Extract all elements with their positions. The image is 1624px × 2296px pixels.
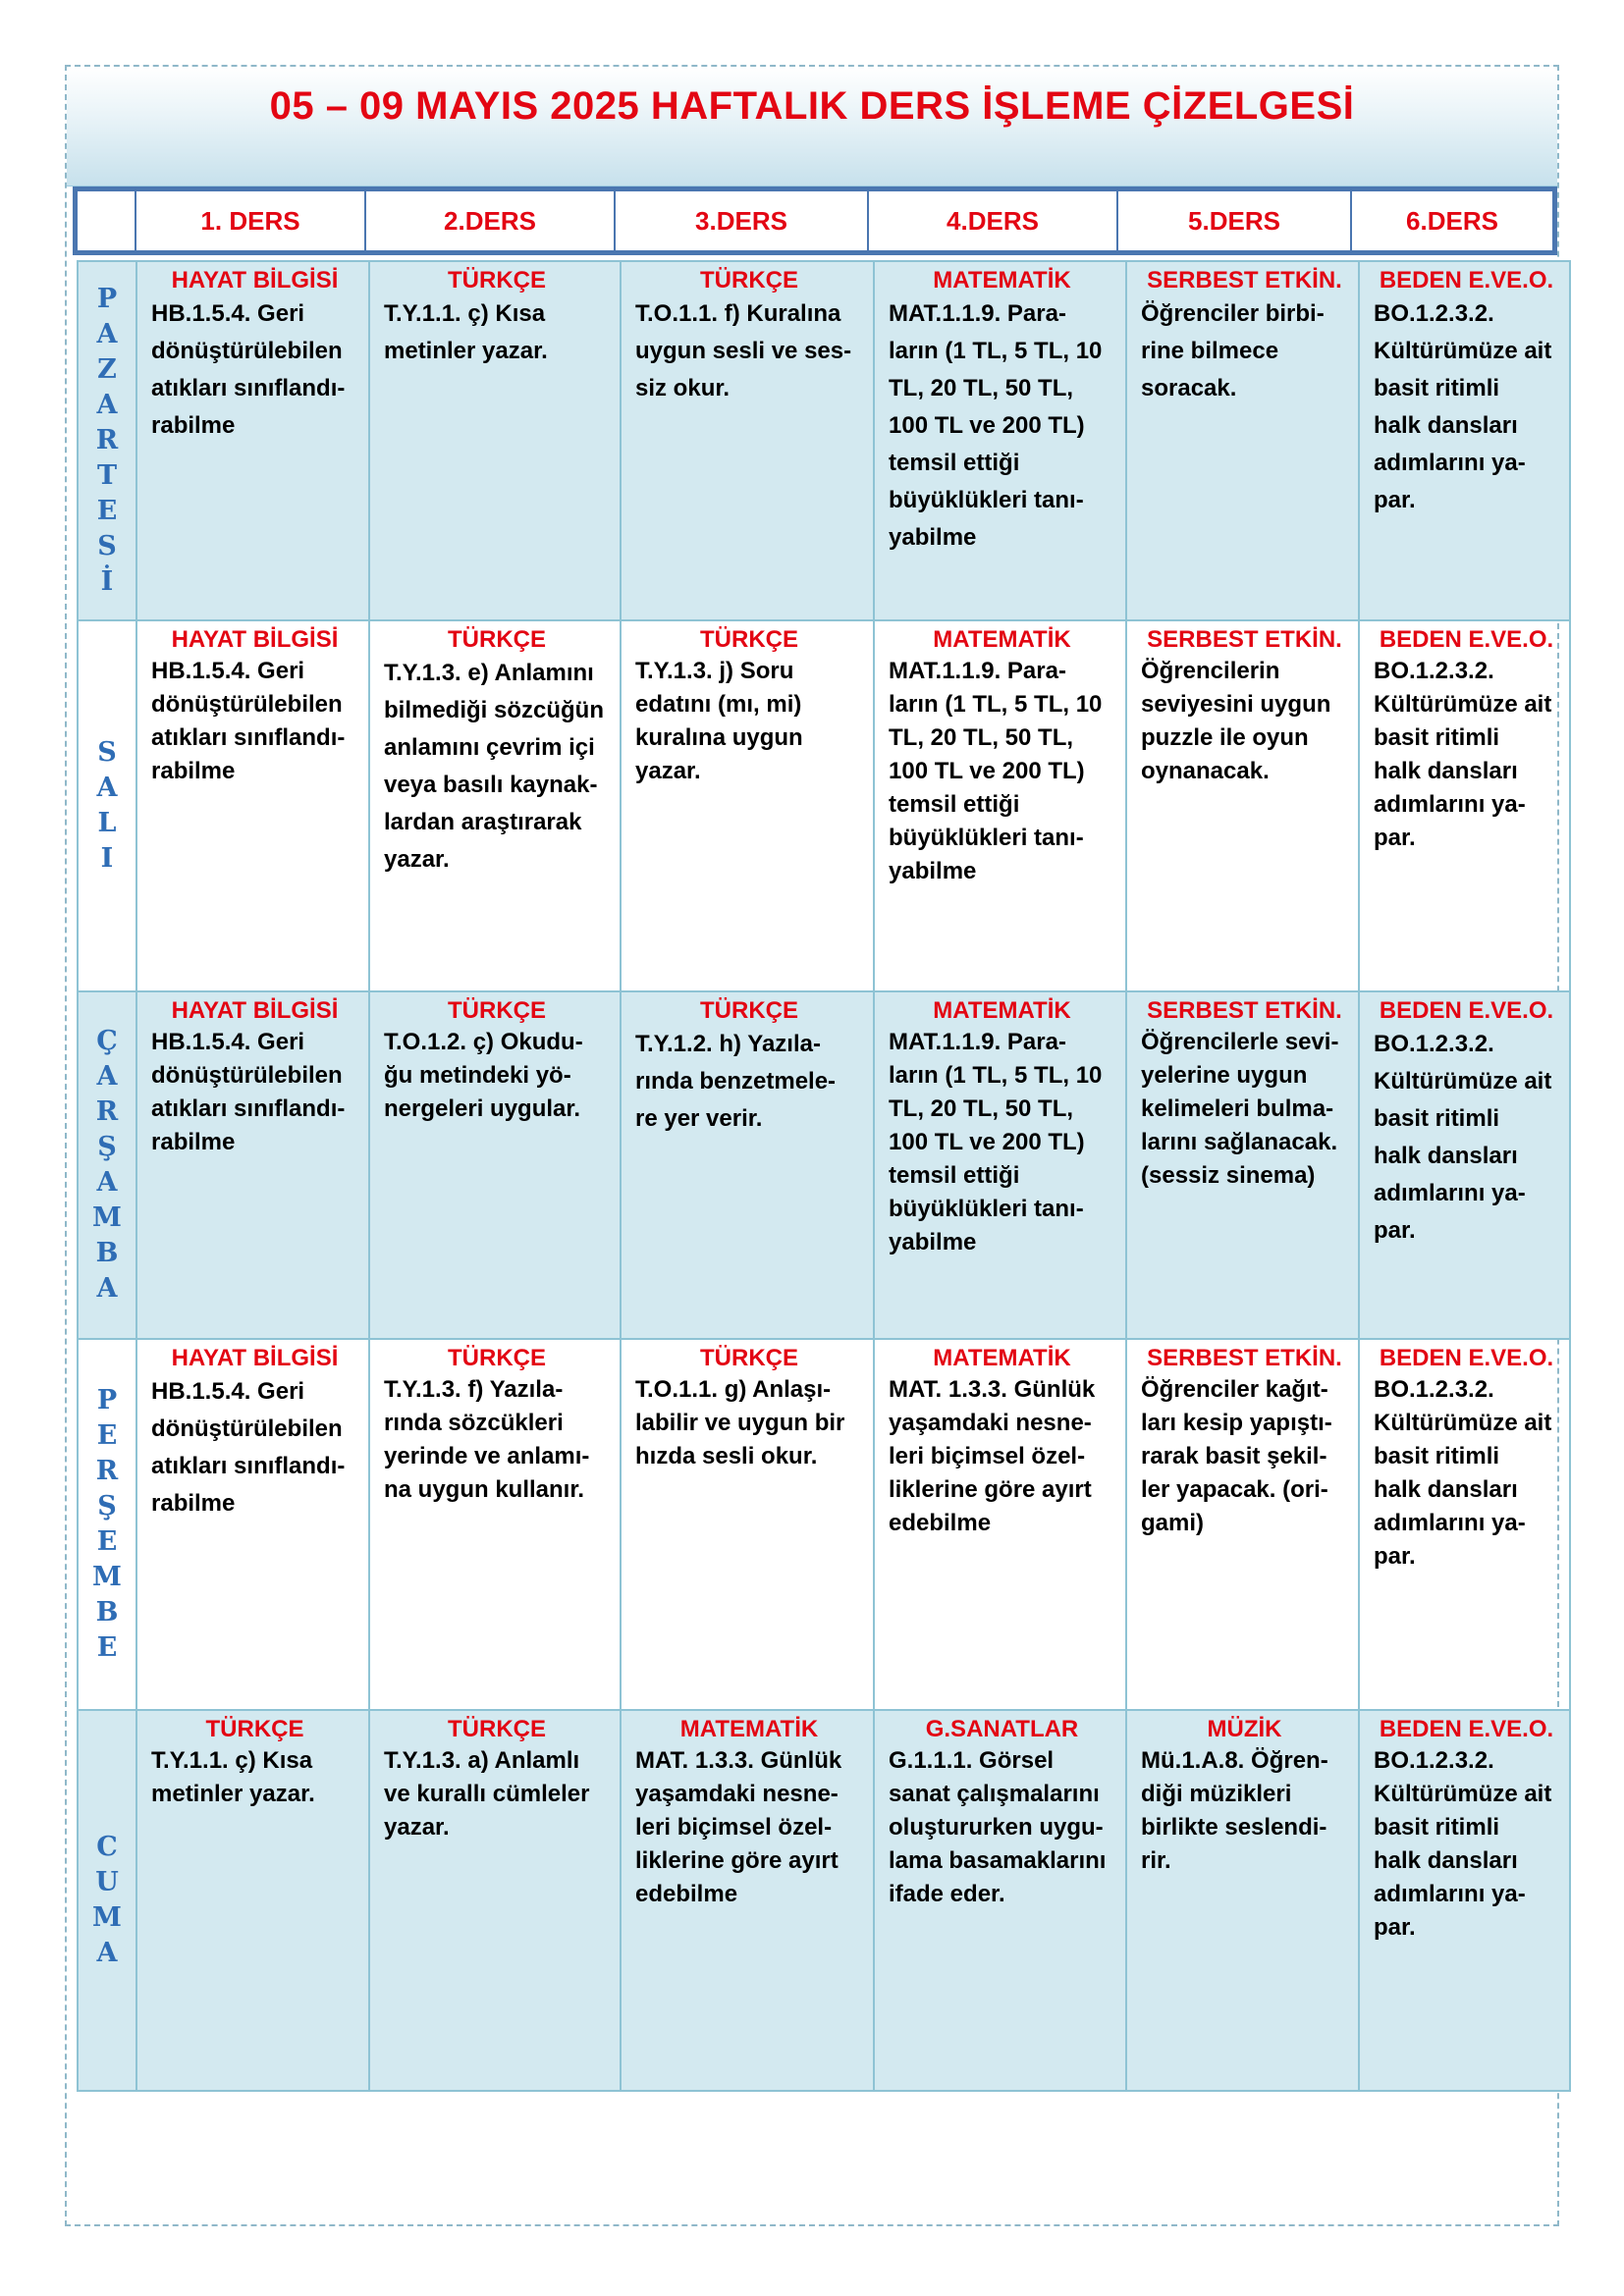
lesson-description: HB.1.5.4. Geri dönüştürülebilen atıkları sınıflandı- rabilme xyxy=(151,1029,346,1155)
lesson-description: HB.1.5.4. Geri dönüştürülebilen atıkları sınıflandı- rabilme xyxy=(151,1378,346,1517)
header-lesson-5: 5.DERS xyxy=(1116,191,1350,250)
header-lesson-3: 3.DERS xyxy=(614,191,867,250)
lesson-description: G.1.1.1. Görsel sanat çalışmalarını oluştururken uygu- lama basamaklarını ifade eder. xyxy=(889,1747,1107,1907)
lesson-cell xyxy=(368,990,620,1338)
lesson-subject: TÜRKÇE xyxy=(448,267,546,294)
lesson-subject: BEDEN E.VE.O. xyxy=(1379,1716,1554,1742)
lesson-description: BO.1.2.3.2. Kültürümüze ait basit ritimli halk dansları adımlarını ya- par. xyxy=(1374,1031,1552,1244)
lesson-cell xyxy=(1358,262,1569,619)
lesson-subject: HAYAT BİLGİSİ xyxy=(171,1345,339,1371)
day-row-pazartesi xyxy=(79,262,1569,619)
lesson-subject: TÜRKÇE xyxy=(700,1345,798,1371)
lesson-cell xyxy=(1125,1709,1358,2090)
lesson-cell xyxy=(368,619,620,990)
lesson-subject: SERBEST ETKİN. xyxy=(1147,267,1342,294)
lesson-description: T.Y.1.3. e) Anlamını bilmediği sözcüğün anlamını çevrim içi veya basılı kaynak- lardan araştırarak yazar. xyxy=(384,660,605,873)
lesson-subject: HAYAT BİLGİSİ xyxy=(171,626,339,653)
lesson-description: MAT.1.1.9. Para- ların (1 TL, 5 TL, 10 TL, 20 TL, 50 TL, 100 TL ve 200 TL) temsil ettiği büyüklükleri tanı- yabilme xyxy=(889,300,1103,551)
lesson-subject: G.SANATLAR xyxy=(925,1716,1079,1742)
lesson-description: BO.1.2.3.2. Kültürümüze ait basit ritimli halk dansları adımlarını ya- par. xyxy=(1374,1747,1552,1941)
lesson-subject: TÜRKÇE xyxy=(448,1716,546,1742)
lesson-subject: BEDEN E.VE.O. xyxy=(1379,267,1554,294)
lesson-description: BO.1.2.3.2. Kültürümüze ait basit ritimli halk dansları adımlarını ya- par. xyxy=(1374,658,1552,851)
lesson-description: T.O.1.1. f) Kuralına uygun sesli ve ses- siz okur. xyxy=(635,300,852,401)
lesson-cell xyxy=(1358,1709,1569,2090)
lesson-cell xyxy=(873,262,1125,619)
lesson-subject: BEDEN E.VE.O. xyxy=(1379,626,1554,653)
lesson-description: T.Y.1.2. h) Yazıla- rında benzetmele- re yer verir. xyxy=(635,1031,837,1132)
lesson-subject: MATEMATİK xyxy=(933,267,1071,294)
lesson-cell xyxy=(1125,1338,1358,1709)
lesson-cell xyxy=(1358,619,1569,990)
lesson-description: T.O.1.1. g) Anlaşı- labilir ve uygun bir hızda sesli okur. xyxy=(635,1376,845,1469)
lesson-cell xyxy=(1125,262,1358,619)
lesson-subject: TÜRKÇE xyxy=(448,626,546,653)
lesson-cell xyxy=(1358,1338,1569,1709)
day-label-cell xyxy=(79,1338,135,1709)
day-row-sali xyxy=(79,619,1569,990)
lesson-cell xyxy=(135,619,368,990)
lesson-subject: SERBEST ETKİN. xyxy=(1147,1345,1342,1371)
header-lesson-1: 1. DERS xyxy=(135,191,364,250)
lesson-cell xyxy=(620,1709,873,2090)
lesson-description: HB.1.5.4. Geri dönüştürülebilen atıkları sınıflandı- rabilme xyxy=(151,658,346,784)
lesson-subject: TÜRKÇE xyxy=(448,997,546,1024)
lesson-subject: HAYAT BİLGİSİ xyxy=(171,997,339,1024)
lesson-description: T.Y.1.3. j) Soru edatını (mı, mi) kuralına uygun yazar. xyxy=(635,658,803,784)
day-label: Ç A R Ş A M B A xyxy=(92,1026,122,1304)
lesson-cell xyxy=(873,619,1125,990)
lesson-cell xyxy=(135,1709,368,2090)
lesson-cell xyxy=(873,1709,1125,2090)
lesson-subject: TÜRKÇE xyxy=(205,1716,304,1742)
lesson-cell xyxy=(368,1338,620,1709)
day-label-cell xyxy=(79,262,135,619)
lesson-description: Mü.1.A.8. Öğren- diği müzikleri birlikte seslendi- rir. xyxy=(1141,1747,1328,1874)
lesson-description: Öğrenciler kağıt- ları kesip yapıştı- rarak basit şekil- ler yapacak. (ori- gami) xyxy=(1141,1376,1332,1536)
lesson-cell xyxy=(368,262,620,619)
page-title: 05 – 09 MAYIS 2025 HAFTALIK DERS İŞLEME ÇİZELGESİ xyxy=(269,84,1355,128)
day-label: P A Z A R T E S İ xyxy=(95,284,119,597)
day-label: S A L I xyxy=(96,737,118,874)
lesson-subject: SERBEST ETKİN. xyxy=(1147,626,1342,653)
lesson-description: BO.1.2.3.2. Kültürümüze ait basit ritimli halk dansları adımlarını ya- par. xyxy=(1374,300,1552,513)
day-label: P E R Ş E M B E xyxy=(92,1385,122,1663)
lesson-cell xyxy=(1358,990,1569,1338)
lesson-subject: TÜRKÇE xyxy=(700,997,798,1024)
lesson-description: T.Y.1.3. a) Anlamlı ve kurallı cümleler yazar. xyxy=(384,1747,590,1841)
lesson-cell xyxy=(873,990,1125,1338)
lesson-cell xyxy=(1125,990,1358,1338)
lesson-description: Öğrencilerin seviyesini uygun puzzle ile oyun oynanacak. xyxy=(1141,658,1331,784)
lesson-cell xyxy=(873,1338,1125,1709)
lesson-description: MAT.1.1.9. Para- ların (1 TL, 5 TL, 10 TL, 20 TL, 50 TL, 100 TL ve 200 TL) temsil ettiği büyüklükleri tanı- yabilme xyxy=(889,1029,1103,1255)
day-row-carsamba xyxy=(79,990,1569,1338)
schedule-table xyxy=(77,260,1571,2092)
lesson-description: T.O.1.2. ç) Okudu- ğu metindeki yö- nergeleri uygular. xyxy=(384,1029,583,1122)
lesson-subject: SERBEST ETKİN. xyxy=(1147,997,1342,1024)
header-lesson-6: 6.DERS xyxy=(1350,191,1552,250)
lesson-subject: BEDEN E.VE.O. xyxy=(1379,997,1554,1024)
day-row-persembe xyxy=(79,1338,1569,1709)
header-corner xyxy=(78,191,135,250)
day-label-cell xyxy=(79,990,135,1338)
lesson-cell xyxy=(620,262,873,619)
lesson-subject: MATEMATİK xyxy=(933,1345,1071,1371)
lesson-subject: MATEMATİK xyxy=(679,1716,819,1742)
header-lesson-2: 2.DERS xyxy=(364,191,614,250)
lesson-cell xyxy=(620,990,873,1338)
lesson-subject: MATEMATİK xyxy=(933,997,1071,1024)
lesson-cell xyxy=(1125,619,1358,990)
lesson-subject: MÜZİK xyxy=(1207,1716,1282,1742)
lesson-cell xyxy=(620,619,873,990)
lesson-description: Öğrencilerle sevi- yelerine uygun kelimeleri bulma- larını sağlanacak. (sessiz sinema) xyxy=(1141,1029,1339,1189)
lesson-subject: HAYAT BİLGİSİ xyxy=(171,267,339,294)
lesson-subject: BEDEN E.VE.O. xyxy=(1379,1345,1554,1371)
lesson-description: HB.1.5.4. Geri dönüştürülebilen atıkları sınıflandı- rabilme xyxy=(151,300,346,439)
lesson-cell xyxy=(368,1709,620,2090)
lesson-subject: TÜRKÇE xyxy=(700,626,798,653)
title-banner xyxy=(67,67,1557,187)
lesson-subject: MATEMATİK xyxy=(933,626,1071,653)
lesson-cell xyxy=(135,262,368,619)
lesson-description: T.Y.1.1. ç) Kısa metinler yazar. xyxy=(384,300,548,364)
lesson-description: T.Y.1.1. ç) Kısa metinler yazar. xyxy=(151,1747,315,1807)
lesson-description: Öğrenciler birbi- rine bilmece soracak. xyxy=(1141,300,1325,401)
lesson-subject: TÜRKÇE xyxy=(700,267,798,294)
lesson-description: MAT. 1.3.3. Günlük yaşamdaki nesne- leri biçimsel özel- liklerine göre ayırt edebilme xyxy=(635,1747,842,1907)
header-row xyxy=(73,187,1557,255)
day-label: C U M A xyxy=(92,1832,122,1968)
lesson-cell xyxy=(620,1338,873,1709)
lesson-description: MAT.1.1.9. Para- ların (1 TL, 5 TL, 10 TL, 20 TL, 50 TL, 100 TL ve 200 TL) temsil ettiği büyüklükleri tanı- yabilme xyxy=(889,658,1103,884)
lesson-description: BO.1.2.3.2. Kültürümüze ait basit ritimli halk dansları adımlarını ya- par. xyxy=(1374,1376,1552,1570)
day-label-cell xyxy=(79,1709,135,2090)
day-label-cell xyxy=(79,619,135,990)
header-lesson-4: 4.DERS xyxy=(867,191,1116,250)
lesson-description: MAT. 1.3.3. Günlük yaşamdaki nesne- leri biçimsel özel- liklerine göre ayırt edebilme xyxy=(889,1376,1096,1536)
lesson-cell xyxy=(135,990,368,1338)
day-row-cuma xyxy=(79,1709,1569,2090)
lesson-subject: TÜRKÇE xyxy=(448,1345,546,1371)
lesson-description: T.Y.1.3. f) Yazıla- rında sözcükleri yerinde ve anlamı- na uygun kullanır. xyxy=(384,1376,590,1503)
lesson-cell xyxy=(135,1338,368,1709)
